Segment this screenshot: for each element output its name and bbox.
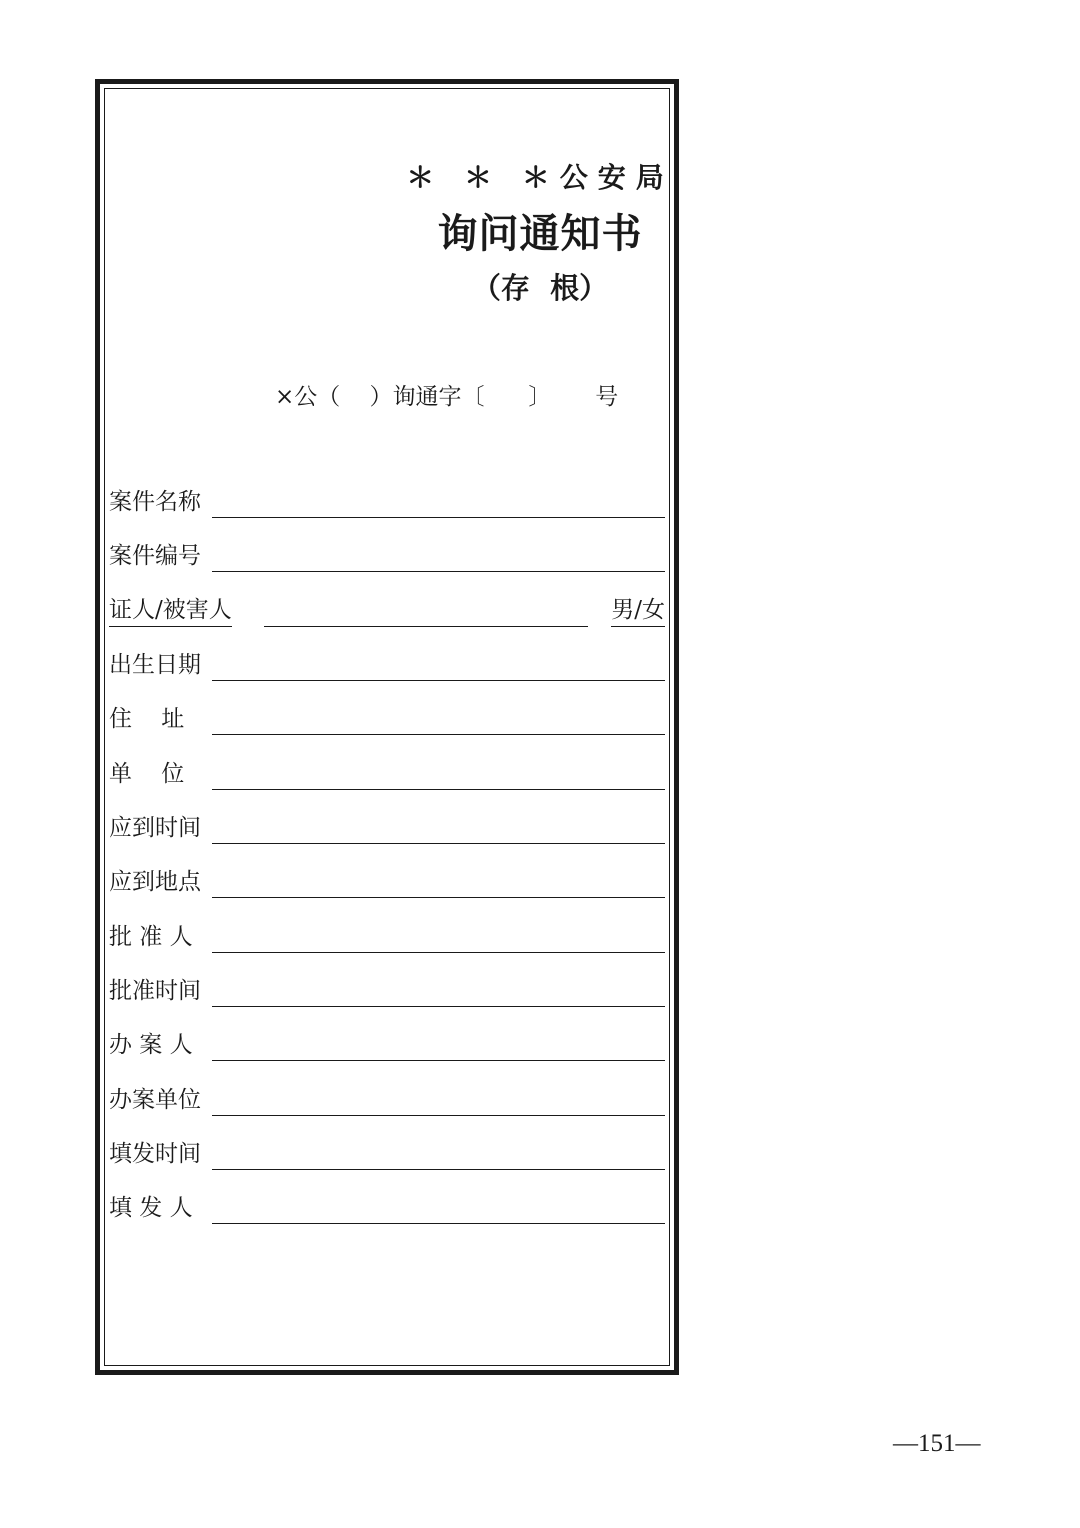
field-label: 住 址: [109, 706, 185, 732]
fill-in-line[interactable]: [212, 952, 665, 953]
gender-option-label[interactable]: 男/女: [611, 594, 665, 627]
fill-in-line[interactable]: [212, 789, 665, 790]
field-label: 应到时间: [109, 815, 201, 841]
fill-in-line[interactable]: [212, 734, 665, 735]
field-label: 出生日期: [109, 652, 201, 678]
fill-in-line[interactable]: [212, 897, 665, 898]
fill-in-line[interactable]: [212, 571, 665, 572]
field-issuer: [109, 1184, 665, 1224]
document-subtitle: （存 根）: [471, 271, 609, 305]
fill-in-line[interactable]: [212, 680, 665, 681]
page-number: —151—: [893, 1430, 981, 1457]
field-case-number: [109, 532, 665, 572]
fill-in-line[interactable]: [264, 626, 588, 627]
field-case-officer: [109, 1021, 665, 1061]
field-issue-time: [109, 1130, 665, 1170]
field-label: 填 发 人: [109, 1195, 193, 1221]
field-label: 填发时间: [109, 1141, 201, 1167]
document-title: 询问通知书: [437, 210, 643, 257]
fill-in-line[interactable]: [212, 1115, 665, 1116]
field-approval-time: [109, 967, 665, 1007]
field-witness-victim: [109, 587, 665, 627]
field-appear-place: [109, 858, 665, 898]
field-label: 办案单位: [109, 1087, 201, 1113]
field-label: 案件编号: [109, 543, 201, 569]
field-approver: [109, 913, 665, 953]
field-label: 应到地点: [109, 869, 201, 895]
field-address: [109, 695, 665, 735]
field-employer: [109, 750, 665, 790]
fill-in-line[interactable]: [212, 1169, 665, 1170]
field-case-name: [109, 478, 665, 518]
agency-name: ＊ ＊ ＊公安局: [406, 161, 674, 194]
fill-in-line[interactable]: [212, 1006, 665, 1007]
field-label: 批 准 人: [109, 924, 193, 950]
fill-in-line[interactable]: [212, 843, 665, 844]
field-birth-date: [109, 641, 665, 681]
field-label: 证人/被害人: [109, 594, 232, 627]
fill-in-line[interactable]: [212, 1060, 665, 1061]
field-appear-time: [109, 804, 665, 844]
field-label: 单 位: [109, 761, 185, 787]
fill-in-line[interactable]: [212, 1223, 665, 1224]
field-label: 批准时间: [109, 978, 201, 1004]
field-handling-unit: [109, 1076, 665, 1116]
document-number: ×公（ ）询通字〔 〕 号: [275, 384, 619, 410]
field-label: 案件名称: [109, 489, 201, 515]
fill-in-line[interactable]: [212, 517, 665, 518]
field-label: 办 案 人: [109, 1032, 193, 1058]
